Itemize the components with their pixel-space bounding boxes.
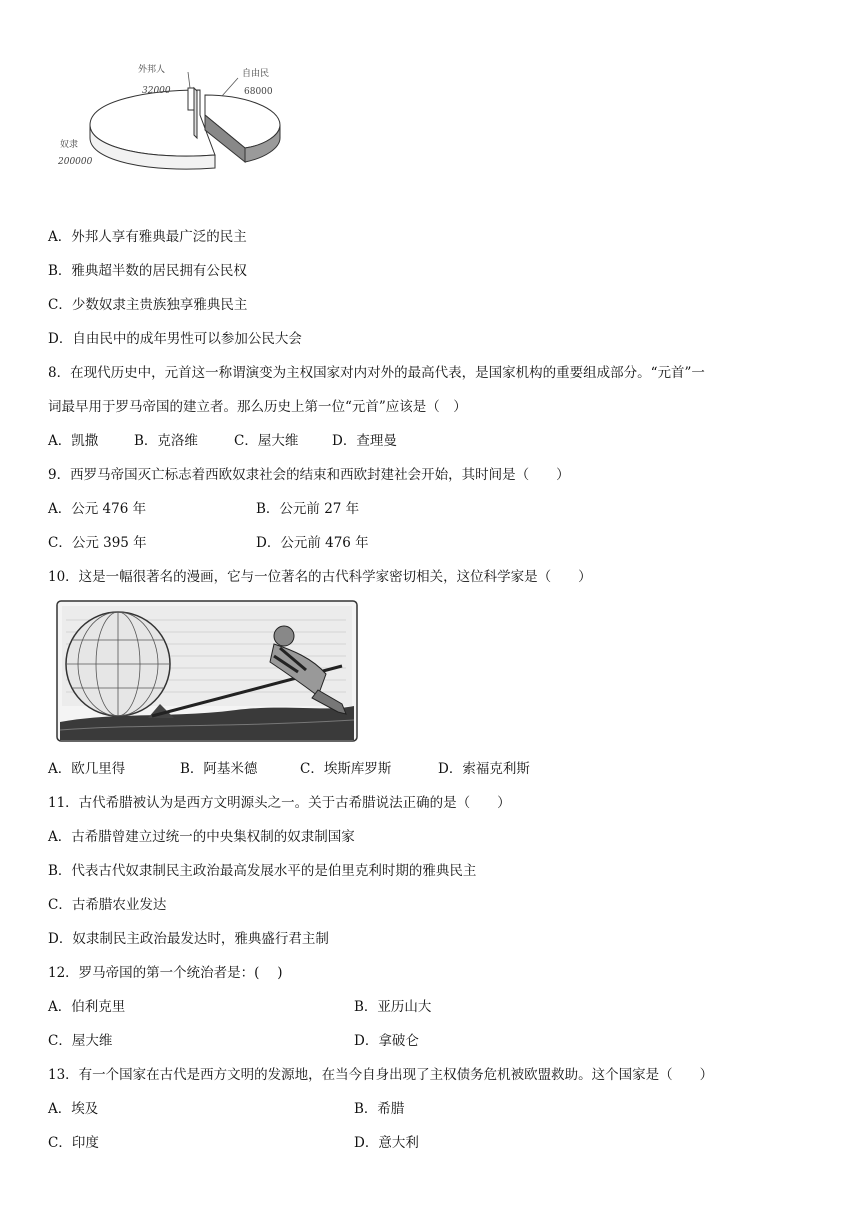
- q10-option-d: D．索福克利斯: [438, 761, 530, 777]
- q10-option-c: C．埃斯库罗斯: [300, 761, 392, 777]
- q10-option-b: B．阿基米德: [180, 761, 258, 777]
- label-slaves-value: 200000: [58, 157, 93, 167]
- q8-option-a: A．凯撒: [48, 433, 99, 449]
- q13-option-c: C．印度: [48, 1135, 99, 1151]
- q13-option-b: B．希腊: [354, 1101, 405, 1117]
- pie-slice-citizens: [205, 95, 280, 162]
- archimedes-lever-illustration: [56, 600, 358, 742]
- q8-stem-line2: 词最早用于罗马帝国的建立者。那么历史上第一位“元首”应该是（ ）: [48, 399, 467, 415]
- label-slaves: 奴隶: [60, 140, 79, 150]
- q11-option-c: C．古希腊农业发达: [48, 897, 167, 913]
- q12-stem: 12．罗马帝国的第一个统治者是：( ): [48, 965, 283, 981]
- q12-option-a: A．伯利克里: [48, 999, 126, 1015]
- q9-stem: 9．西罗马帝国灭亡标志着西欧奴隶社会的结束和西欧封建社会开始，其时间是（ ）: [48, 467, 570, 483]
- q9-option-a: A．公元 476 年: [48, 501, 147, 517]
- q9-option-b: B．公元前 27 年: [256, 501, 360, 517]
- label-citizens-value: 68000: [244, 87, 273, 97]
- q8-option-d: D．查理曼: [332, 433, 397, 449]
- q11-option-b: B．代表古代奴隶制民主政治最高发展水平的是伯里克利时期的雅典民主: [48, 863, 477, 879]
- q7-option-c: C．少数奴隶主贵族独享雅典民主: [48, 297, 248, 313]
- globe-icon: [66, 612, 170, 716]
- q13-stem: 13．有一个国家在古代是西方文明的发源地，在当今自身出现了主权债务危机被欧盟救助。这个国家是（ ）: [48, 1067, 714, 1083]
- label-citizens: 自由民: [242, 69, 270, 79]
- q13-option-d: D．意大利: [354, 1135, 419, 1151]
- q10-stem: 10．这是一幅很著名的漫画，它与一位著名的古代科学家密切相关，这位科学家是（ ）: [48, 569, 592, 585]
- q12-option-d: D．拿破仑: [354, 1033, 419, 1049]
- q8-option-b: B．克洛维: [134, 433, 198, 449]
- q8-stem-line1: 8．在现代历史中，元首这一称谓演变为主权国家对内对外的最高代表，是国家机构的重要组成部分。“元首”一: [48, 365, 705, 381]
- q7-option-d: D．自由民中的成年男性可以参加公民大会: [48, 331, 302, 347]
- q9-option-d: D．公元前 476 年: [256, 535, 369, 551]
- label-foreigners: 外邦人: [138, 65, 166, 75]
- q13-option-a: A．埃及: [48, 1101, 99, 1117]
- q11-stem: 11．古代希腊被认为是西方文明源头之一。关于古希腊说法正确的是（ ）: [48, 795, 511, 811]
- q11-option-a: A．古希腊曾建立过统一的中央集权制的奴隶制国家: [48, 829, 355, 845]
- q12-option-c: C．屋大维: [48, 1033, 113, 1049]
- label-foreigners-value: 32000: [142, 86, 171, 96]
- q10-option-a: A．欧几里得: [48, 761, 126, 777]
- pie-chart: [50, 60, 310, 180]
- q9-option-c: C．公元 395 年: [48, 535, 147, 551]
- q11-option-d: D．奴隶制民主政治最发达时，雅典盛行君主制: [48, 931, 329, 947]
- q12-option-b: B．亚历山大: [354, 999, 432, 1015]
- q7-option-b: B．雅典超半数的居民拥有公民权: [48, 263, 247, 279]
- q7-option-a: A．外邦人享有雅典最广泛的民主: [48, 229, 247, 245]
- q8-option-c: C．屋大维: [234, 433, 299, 449]
